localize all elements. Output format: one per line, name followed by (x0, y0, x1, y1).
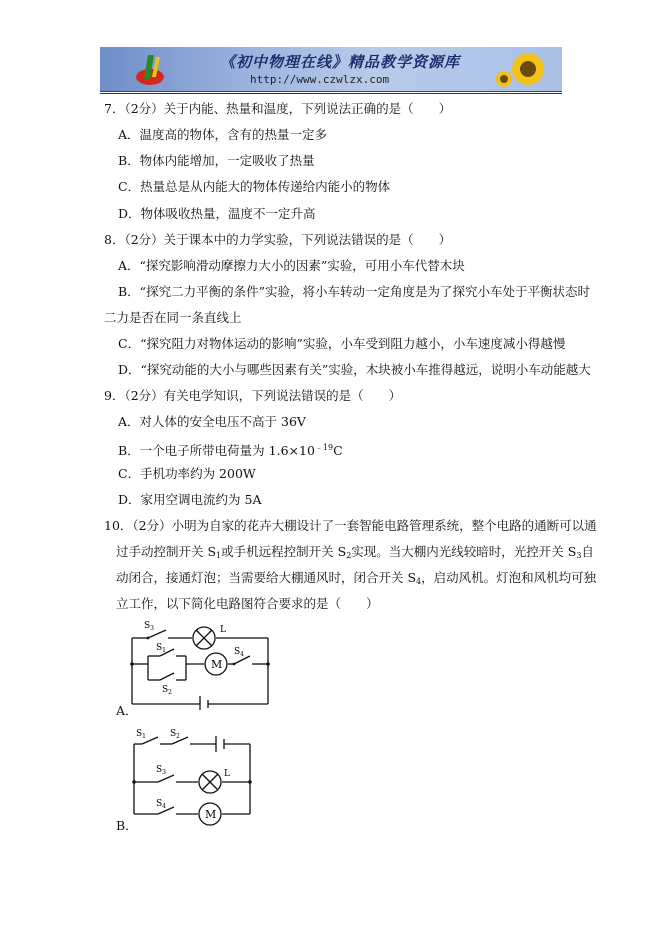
question-9 (104, 388, 401, 404)
circuit-b-label-s1: $S_1$ (136, 729, 146, 740)
circuit-a-label-s4: $S_4$ (234, 647, 244, 658)
question-10-line2: 过手动控制开关 $S_1$或手机远程控制开关 $S_2$实现。当大棚内光线较暗时，光控开关 $S_3$自 (116, 544, 594, 560)
circuit-b-label-s3: $S_3$ (156, 765, 166, 776)
option-9c: C．手机功率约为 200W (118, 466, 256, 481)
question-number: 8． (104, 232, 125, 247)
banner-title: 《初中物理在线》精品教学资源库 (220, 53, 461, 71)
question-10-line4: 立工作，以下简化电路图符合要求的是（ ） (116, 596, 379, 611)
option-7a: A．温度高的物体，含有的热量一定多 (118, 127, 328, 142)
banner-divider (100, 93, 562, 94)
circuit-b-label-lamp: L (224, 769, 230, 779)
question-number: 7． (104, 101, 125, 116)
question-8 (104, 232, 451, 248)
circuit-diagram-b (126, 726, 258, 826)
circuit-b-label-motor: M (205, 808, 217, 821)
question-number: 10． (104, 518, 133, 533)
option-8d: D．“探究动能的大小与哪些因素有关”实验，木块被小车推得越远，说明小车动能越大 (118, 362, 591, 377)
question-number: 9． (104, 388, 125, 403)
option-9d: D．家用空调电流约为 5A (118, 492, 262, 507)
question-stem: （2分）小明为自家的花卉大棚设计了一套智能电路管理系统，整个电路的通断可以通 (132, 518, 597, 533)
option-7d: D．物体吸收热量，温度不一定升高 (118, 206, 316, 221)
question-stem: （2分）有关电学知识，下列说法错误的是（ ） (124, 388, 402, 403)
circuit-b-label-s4: $S_4$ (156, 799, 166, 810)
option-8c: C．“探究阻力对物体运动的影响”实验，小车受到阻力越小，小车速度减小得越慢 (118, 336, 566, 351)
option-8b: B．“探究二力平衡的条件”实验，将小车转动一定角度是为了探究小车处于平衡状态时 (118, 284, 590, 299)
sunflower-icon (492, 49, 552, 89)
circuit-diagram-a (126, 618, 276, 710)
option-10a: A． (116, 703, 138, 718)
question-stem: （2分）关于课本中的力学实验，下列说法错误的是（ ） (124, 232, 452, 247)
circuit-a-label-motor: M (211, 658, 223, 671)
circuit-a-label-lamp: L (220, 625, 226, 635)
question-10-line3: 动闭合，接通灯泡；当需要给大棚通风时，闭合开关 $S_4$，启动风机。灯泡和风机均可独 (116, 570, 597, 586)
question-10 (104, 518, 597, 534)
circuit-a-label-s2: $S_2$ (162, 685, 172, 696)
option-7b: B．物体内能增加，一定吸收了热量 (118, 153, 315, 168)
circuit-a-label-s3: $S_3$ (144, 621, 154, 632)
circuit-b-label-s2: $S_2$ (170, 729, 180, 740)
question-stem: （2分）关于内能、热量和温度，下列说法正确的是（ ） (124, 101, 452, 116)
option-8a: A．“探究影响滑动摩擦力大小的因素”实验，可用小车代替木块 (118, 258, 465, 273)
logo-icon (130, 51, 176, 87)
option-8b-cont: 二力是否在同一条直线上 (104, 310, 242, 325)
circuit-a-label-s1: $S_1$ (156, 643, 166, 654)
option-9b: B．一个电子所带电荷量为 $1.6\times 10^{﹣19}C$ (118, 443, 343, 458)
option-9a: A．对人体的安全电压不高于 36V (118, 414, 306, 429)
question-7 (104, 101, 451, 117)
option-10b: B． (116, 818, 138, 833)
option-7c: C．热量总是从内能大的物体传递给内能小的物体 (118, 179, 391, 194)
banner-url: http://www.czwlzx.com (250, 73, 390, 86)
header-banner (100, 47, 562, 92)
